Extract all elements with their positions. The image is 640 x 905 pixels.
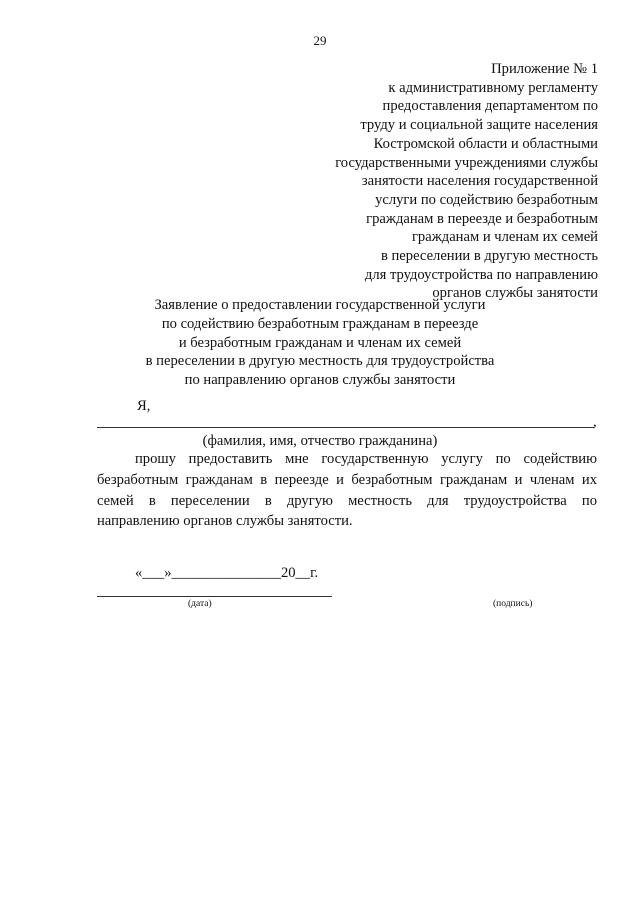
appendix-line: к административному регламенту: [388, 79, 598, 96]
request-line: направлению органов службы занятости.: [97, 513, 353, 530]
appendix-line: Приложение № 1: [491, 61, 598, 77]
title-line: Заявление о предоставлении государственной услуги: [154, 297, 486, 313]
title-line: по направлению органов службы занятости: [184, 372, 456, 389]
request-line: семей в переселении в другую местность для трудоустройства по: [97, 492, 597, 509]
appendix-line: труду и социальной защите населения: [360, 117, 598, 134]
appendix-line: занятости населения государственной: [361, 173, 598, 190]
appendix-line: Костромской области и областными: [373, 135, 598, 152]
applicant-comma: ,: [593, 414, 597, 430]
appendix-line: гражданам в переезде и безработным: [366, 210, 598, 227]
title-line: в переселении в другую местность для трудоустройства: [145, 353, 495, 370]
applicant-prefix: Я,: [137, 398, 151, 414]
appendix-line: гражданам и членам их семей: [411, 229, 598, 246]
title-line: по содействию безработным гражданам в переезде: [161, 315, 479, 332]
date-caption: (дата): [188, 599, 212, 609]
applicant-name-field[interactable]: [97, 427, 594, 428]
appendix-line: услуги по содействию безработным: [375, 191, 598, 208]
date-field[interactable]: «___»_______________20__г.: [135, 565, 319, 581]
request-line: безработным гражданам в переезде и безработным гражданам и членам их: [97, 471, 597, 488]
request-line: прошу предоставить мне государственную услугу по содействию: [135, 451, 597, 467]
title-line: и безработным гражданам и членам их семей: [178, 334, 462, 351]
request-paragraph: [97, 449, 597, 532]
document-title: [0, 296, 640, 390]
appendix-line: предоставления департаментом по: [382, 98, 598, 115]
signature-caption: (подпись): [493, 599, 533, 609]
appendix-line: для трудоустройства по направлению: [364, 266, 598, 283]
applicant-name-caption: (фамилия, имя, отчество гражданина): [202, 433, 438, 449]
appendix-line: в переселении в другую местность: [380, 248, 598, 265]
appendix-line: органов службы занятости: [432, 285, 598, 302]
appendix-header: [268, 60, 598, 303]
page-number: 29: [313, 33, 327, 48]
appendix-line: государственными учреждениями службы: [335, 154, 598, 171]
date-signature-line[interactable]: [97, 596, 332, 597]
